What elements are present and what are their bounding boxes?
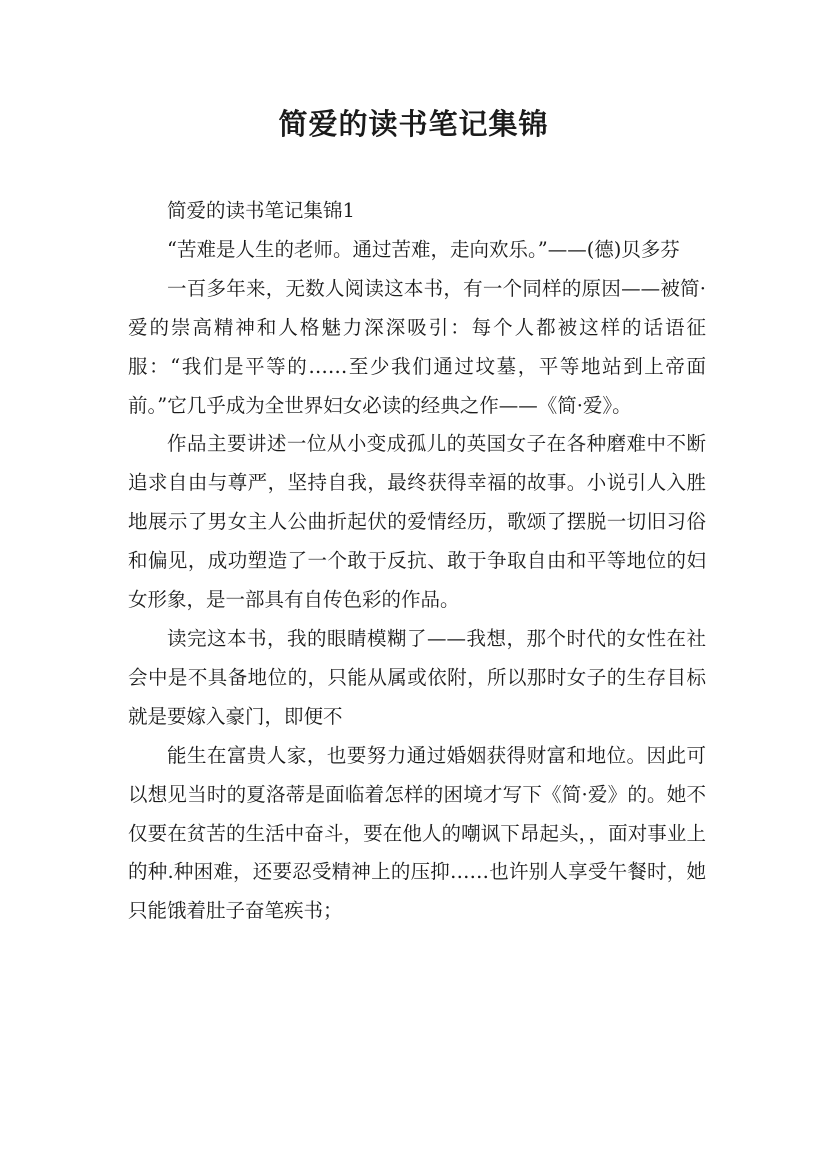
body-paragraph: 作品主要讲述一位从小变成孤儿的英国女子在各种磨难中不断追求自由与尊严，坚持自我，最终获得幸福的故事。小说引人入胜地展示了男女主人公曲折起伏的爱情经历，歌颂了摆脱一切旧习俗和偏见，成功塑造了一个敢于反抗、敢于争取自由和平等地位的妇女形象，是一部具有自传色彩的作品。 — [128, 432, 706, 612]
document-title: 简爱的读书笔记集锦 — [278, 107, 549, 141]
section-heading: 简爱的读书笔记集锦1 — [167, 199, 355, 222]
body-paragraph: 一百多年来，无数人阅读这本书，有一个同样的原因——被简·爱的崇高精神和人格魅力深深吸引：每个人都被这样的话语征服：“我们是平等的……至少我们通过坟墓，平等地站到上帝面前。”它几乎成为全世界妇女必读的经典之作——《简·爱》。 — [128, 276, 706, 417]
epigraph-quote: “苦难是人生的老师。通过苦难，走向欢乐。”——(德)贝多芬 — [167, 237, 680, 261]
body-paragraph: 读完这本书，我的眼睛模糊了——我想，那个时代的女性在社会中是不具备地位的，只能从属或依附，所以那时女子的生存目标就是要嫁入豪门，即便不 — [128, 626, 706, 728]
document-body — [128, 192, 706, 931]
body-paragraph: 能生在富贵人家，也要努力通过婚姻获得财富和地位。因此可以想见当时的夏洛蒂是面临着怎样的困境才写下《简·爱》的。她不仅要在贫苦的生活中奋斗，要在他人的嘲讽下昂起头，，面对事业上的种.种困难，还要忍受精神上的压抑……也许别人享受午餐时，她只能饿着肚子奋笔疾书； — [128, 743, 706, 923]
